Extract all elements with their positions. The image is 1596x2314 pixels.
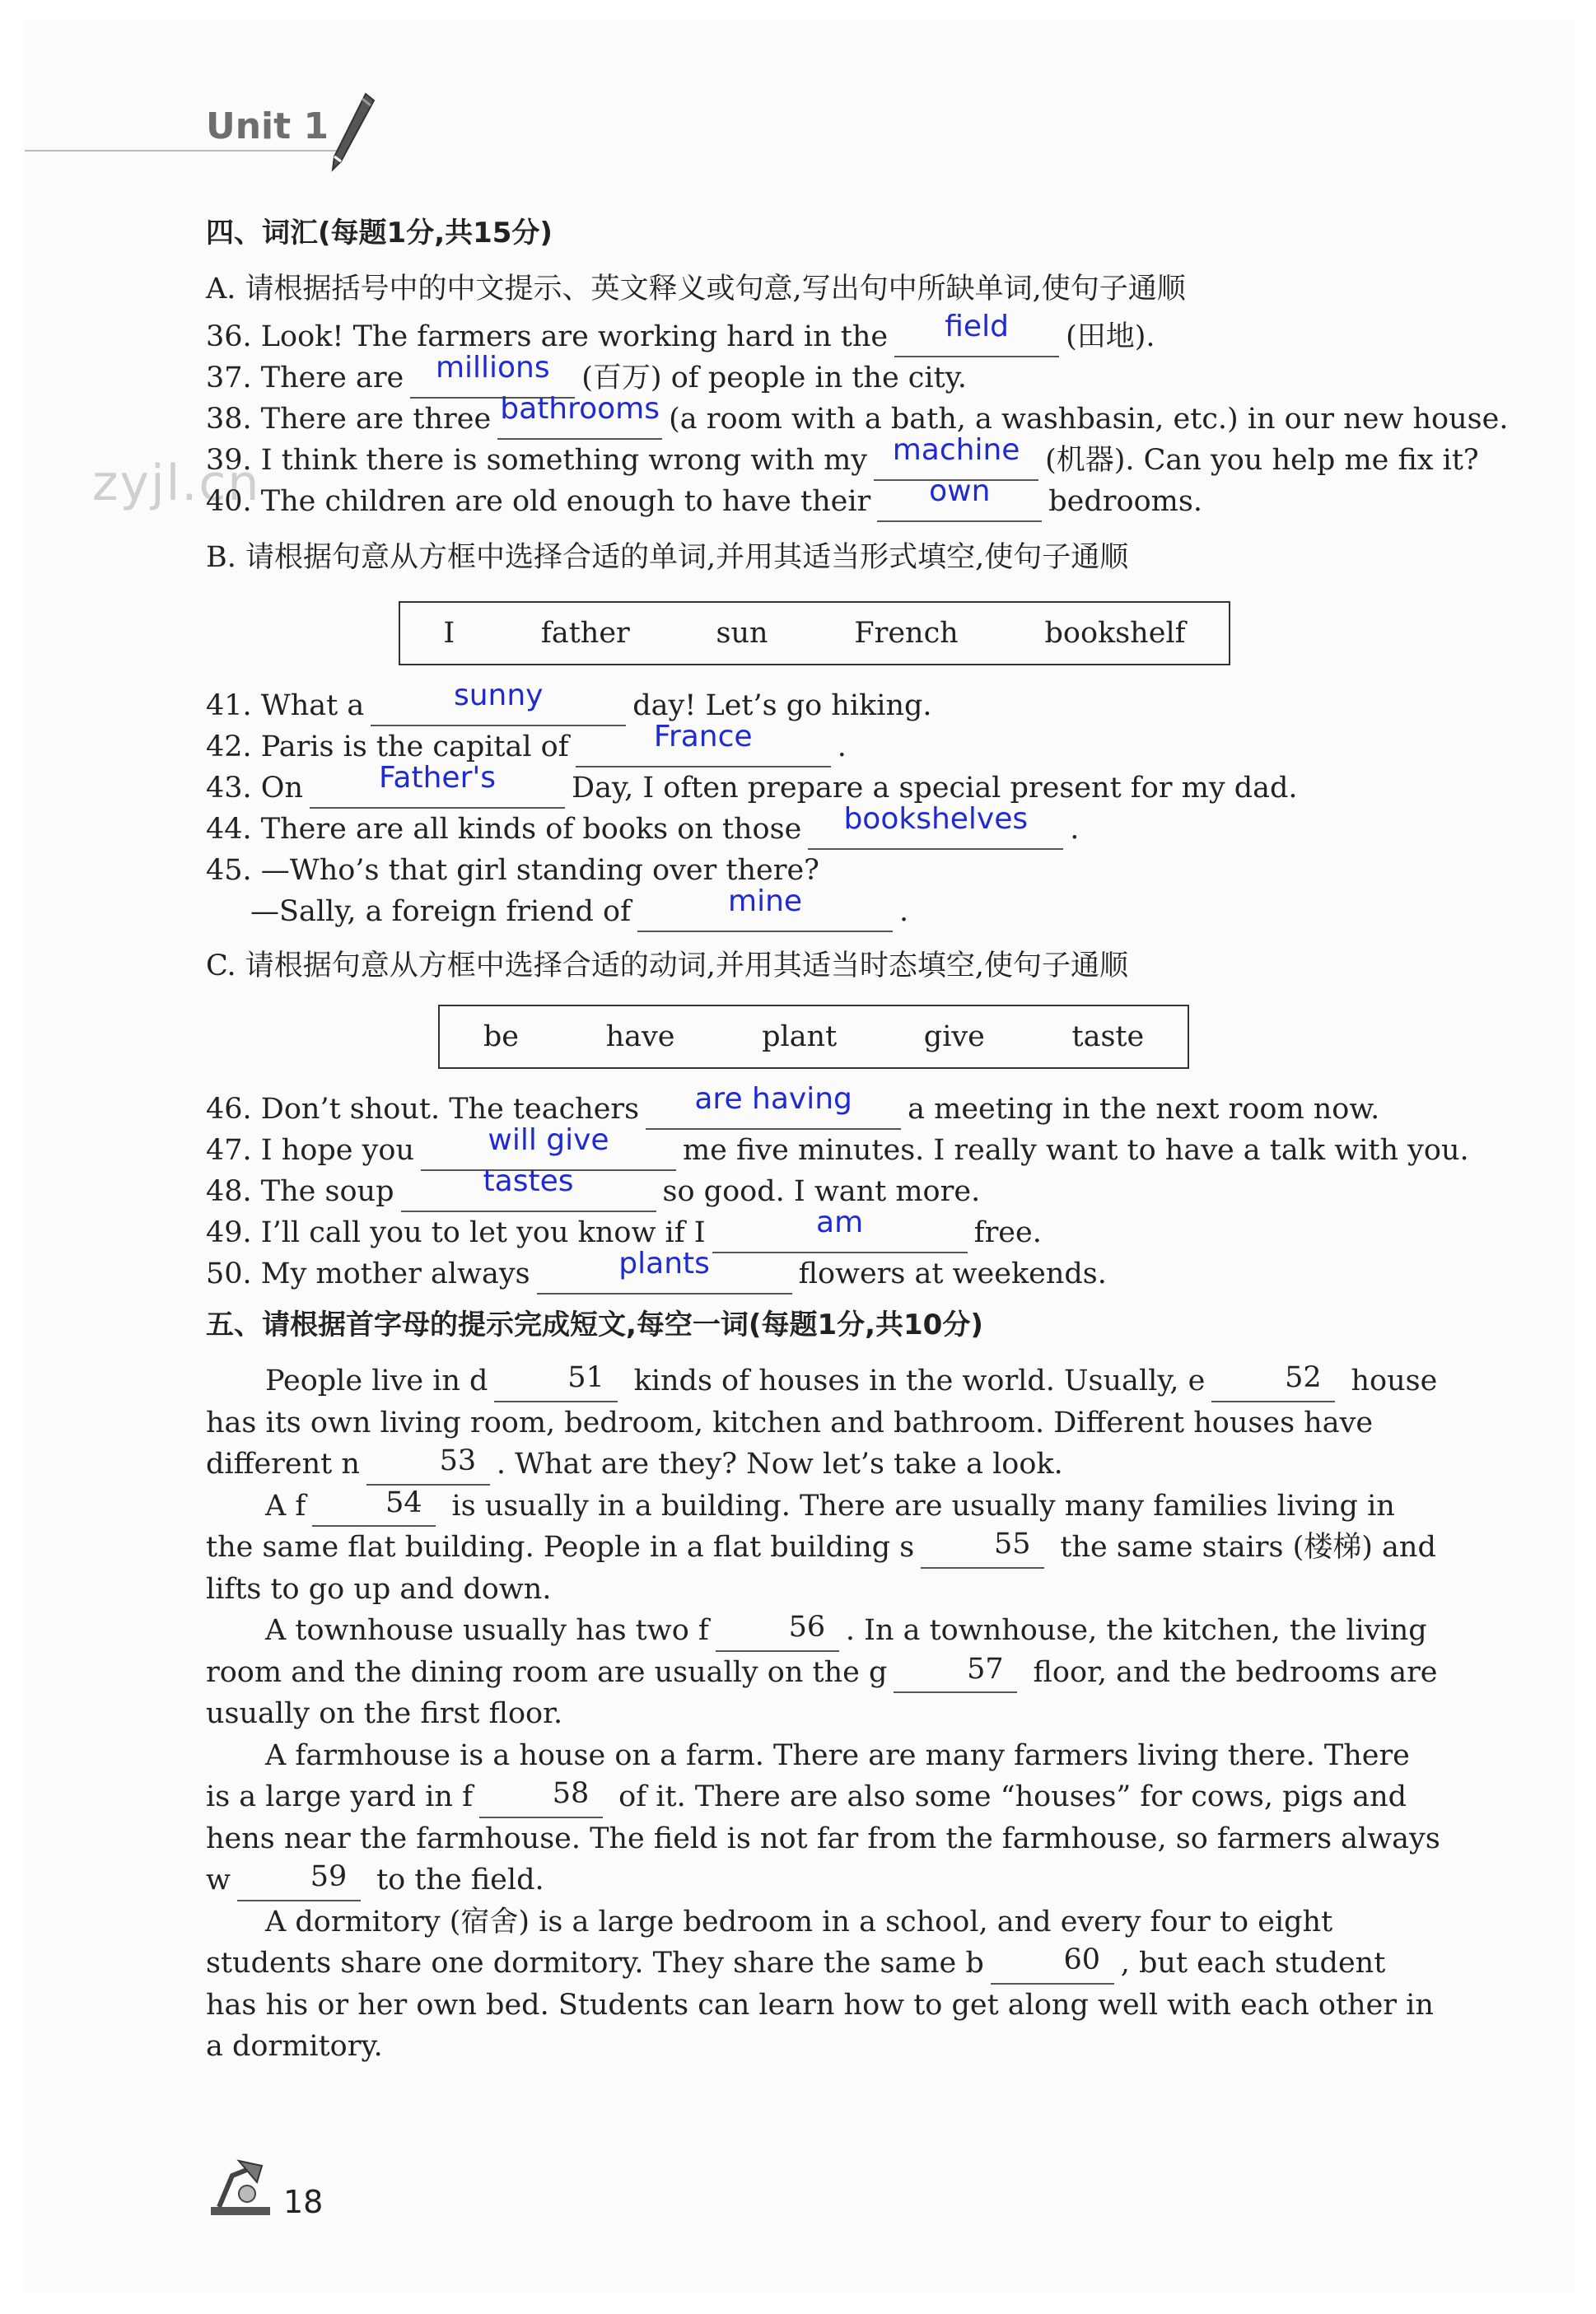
answer-blank — [877, 474, 1042, 522]
pen-icon — [328, 91, 377, 173]
question-text: 39. I think there is something wrong with my — [206, 444, 868, 477]
question-text: 38. There are three — [206, 403, 492, 436]
passage-text: . What are they? Now let’s take a look. — [496, 1448, 1063, 1481]
word-box-b — [399, 601, 1230, 665]
answer-blank — [576, 720, 831, 767]
section-four-title: 四、词汇(每题1分,共15分) — [206, 217, 553, 250]
question-text: . — [1070, 813, 1080, 846]
cloze-passage — [206, 1360, 1441, 2068]
answer-text: machine — [892, 433, 1020, 467]
question-text: 42. Paris is the capital of — [206, 730, 569, 763]
passage-paragraph — [206, 1360, 1441, 1486]
answer-text: will give — [488, 1123, 609, 1157]
passage-text: A townhouse usually has two f — [265, 1614, 709, 1647]
part-b-instruction: B. 请根据句意从方框中选择合适的单词,并用其适当形式填空,使句子通顺 — [206, 541, 1129, 574]
answer-blank — [894, 310, 1059, 357]
word-option: give — [923, 1020, 985, 1053]
passage-text: A dormitory (宿舍) is a large bedroom in a school, and every four to eight students share one dormitory. They share the same b — [206, 1905, 1333, 1980]
question-40 — [206, 474, 1202, 522]
question-text: Day, I often prepare a special present for my dad. — [572, 772, 1298, 805]
question-44 — [206, 802, 1080, 850]
word-option: French — [854, 617, 959, 650]
cloze-blank — [716, 1611, 839, 1652]
passage-text: People live in d — [265, 1365, 488, 1397]
unit-title: Unit 1 — [206, 105, 329, 147]
answer-text: am — [816, 1206, 864, 1239]
question-text: 36. Look! The farmers are working hard in the — [206, 320, 889, 353]
word-option: I — [443, 617, 455, 650]
question-text: me five minutes. I really want to have a talk with you. — [682, 1134, 1469, 1167]
passage-text: . In a townhouse, the kitchen, the living room and the dining room are usually on the g — [206, 1614, 1427, 1689]
answer-text: France — [653, 720, 753, 753]
passage-text: A farmhouse is a house on a farm. There are many farmers living there. There is a large yard in f — [206, 1738, 1410, 1813]
passage-paragraph — [206, 1735, 1441, 1901]
blank-number: 60 — [1063, 1943, 1101, 1976]
passage-text: , but each student has his or her own bed. Students can learn how to get along well with each other in a dormitory. — [206, 1947, 1434, 2063]
passage-paragraph — [206, 1610, 1441, 1735]
question-text: —Sally, a foreign friend of — [250, 895, 632, 928]
question-text: 48. The soup — [206, 1175, 394, 1208]
question-text: 47. I hope you — [206, 1134, 414, 1167]
cloze-blank — [479, 1777, 603, 1818]
question-45: 45. —Who’s that girl standing over there? — [206, 854, 819, 887]
question-47 — [206, 1123, 1469, 1171]
question-45-reply — [250, 884, 909, 932]
blank-number: 59 — [310, 1860, 348, 1893]
cloze-blank — [312, 1486, 436, 1527]
passage-text: house has its own living room, bedroom, kitchen and bathroom. Different houses have different n — [206, 1365, 1438, 1481]
word-option: father — [540, 617, 630, 650]
question-38 — [206, 392, 1509, 440]
question-50 — [206, 1247, 1107, 1295]
passage-text: the same stairs (楼梯) and lifts to go up and down. — [206, 1531, 1436, 1606]
question-text: 41. What a — [206, 689, 365, 722]
question-text: 46. Don’t shout. The teachers — [206, 1093, 640, 1126]
answer-text: mine — [728, 884, 803, 918]
blank-number: 57 — [967, 1652, 1004, 1686]
question-text: . — [899, 895, 909, 928]
question-text: (a room with a bath, a washbasin, etc.) in our new house. — [669, 403, 1509, 436]
cloze-blank — [494, 1361, 618, 1402]
part-c-instruction: C. 请根据句意从方框中选择合适的动词,并用其适当时态填空,使句子通顺 — [206, 949, 1129, 982]
cloze-blank — [991, 1943, 1114, 1985]
answer-blank — [310, 761, 565, 809]
answer-text: plants — [618, 1247, 710, 1281]
word-option: be — [483, 1020, 519, 1053]
question-text: 44. There are all kinds of books on those — [206, 813, 802, 846]
word-option: sun — [716, 617, 768, 650]
passage-paragraph — [206, 1901, 1441, 2068]
part-a-instruction: A. 请根据括号中的中文提示、英文释义或句意,写出句中所缺单词,使句子通顺 — [206, 273, 1186, 306]
question-text: day! Let’s go hiking. — [632, 689, 932, 722]
question-text: 40. The children are old enough to have their — [206, 485, 871, 518]
passage-text: of it. There are also some “houses” for cows, pigs and hens near the farmhouse. The field is not far from the farmhouse, so farmers always w — [206, 1780, 1440, 1896]
question-text: 49. I’ll call you to let you know if I — [206, 1216, 706, 1249]
blank-number: 54 — [385, 1486, 422, 1519]
question-text: 43. On — [206, 772, 304, 805]
answer-blank — [537, 1247, 792, 1295]
answer-text: bookshelves — [843, 802, 1029, 836]
answer-text: millions — [435, 351, 550, 385]
blank-number: 55 — [993, 1528, 1031, 1561]
passage-paragraph — [206, 1486, 1441, 1611]
word-option: plant — [762, 1020, 838, 1053]
answer-text: own — [929, 474, 991, 508]
section-five-title: 五、请根据首字母的提示完成短文,每空一词(每题1分,共10分) — [206, 1309, 983, 1341]
blank-number: 51 — [567, 1361, 604, 1394]
question-text: 37. There are — [206, 362, 404, 394]
passage-text: is usually in a building. There are usually many families living in the same flat building. People in a flat building s — [206, 1489, 1395, 1564]
answer-blank — [808, 802, 1063, 850]
passage-text: kinds of houses in the world. Usually, e — [633, 1365, 1206, 1397]
question-text: bedrooms. — [1048, 485, 1202, 518]
word-option: bookshelf — [1044, 617, 1186, 650]
blank-number: 58 — [552, 1777, 590, 1810]
question-36 — [206, 310, 1155, 357]
question-46 — [206, 1082, 1380, 1130]
question-text: (百万) of people in the city. — [581, 362, 967, 394]
word-option: taste — [1071, 1020, 1145, 1053]
answer-text: bathrooms — [500, 392, 660, 426]
cloze-blank — [366, 1444, 490, 1486]
question-text: so good. I want more. — [662, 1175, 981, 1208]
question-text: free. — [973, 1216, 1042, 1249]
answer-text: tastes — [483, 1164, 574, 1198]
answer-blank — [646, 1082, 901, 1130]
cloze-blank — [1211, 1361, 1335, 1402]
cloze-blank — [921, 1528, 1044, 1569]
question-text: (机器). Can you help me fix it? — [1045, 444, 1479, 477]
answer-text: sunny — [453, 679, 544, 712]
question-text: . — [837, 730, 847, 763]
question-43 — [206, 761, 1298, 809]
blank-number: 56 — [788, 1611, 826, 1644]
answer-blank — [637, 884, 893, 932]
answer-blank — [497, 392, 662, 440]
question-text: (田地). — [1066, 320, 1155, 353]
answer-text: field — [945, 310, 1009, 343]
word-box-c — [438, 1005, 1189, 1069]
question-text: 50. My mother always — [206, 1257, 530, 1290]
watermark: zyjl.cn — [92, 455, 261, 512]
cloze-blank — [894, 1652, 1017, 1693]
passage-text: A f — [265, 1489, 306, 1523]
cloze-blank — [237, 1860, 361, 1901]
answer-text: Father's — [379, 761, 497, 795]
answer-text: are having — [694, 1082, 852, 1116]
blank-number: 53 — [439, 1444, 477, 1477]
passage-text: to the field. — [376, 1864, 544, 1896]
blank-number: 52 — [1285, 1361, 1322, 1394]
passage-text: floor, and the bedrooms are usually on the first floor. — [206, 1655, 1438, 1730]
page-number: 18 — [283, 2184, 324, 2220]
word-option: have — [605, 1020, 675, 1053]
question-text: a meeting in the next room now. — [908, 1093, 1380, 1126]
reading-lamp-icon — [208, 2158, 273, 2217]
question-text: flowers at weekends. — [798, 1257, 1107, 1290]
answer-blank — [401, 1164, 656, 1212]
question-39 — [206, 433, 1479, 481]
header-rule — [25, 150, 338, 152]
